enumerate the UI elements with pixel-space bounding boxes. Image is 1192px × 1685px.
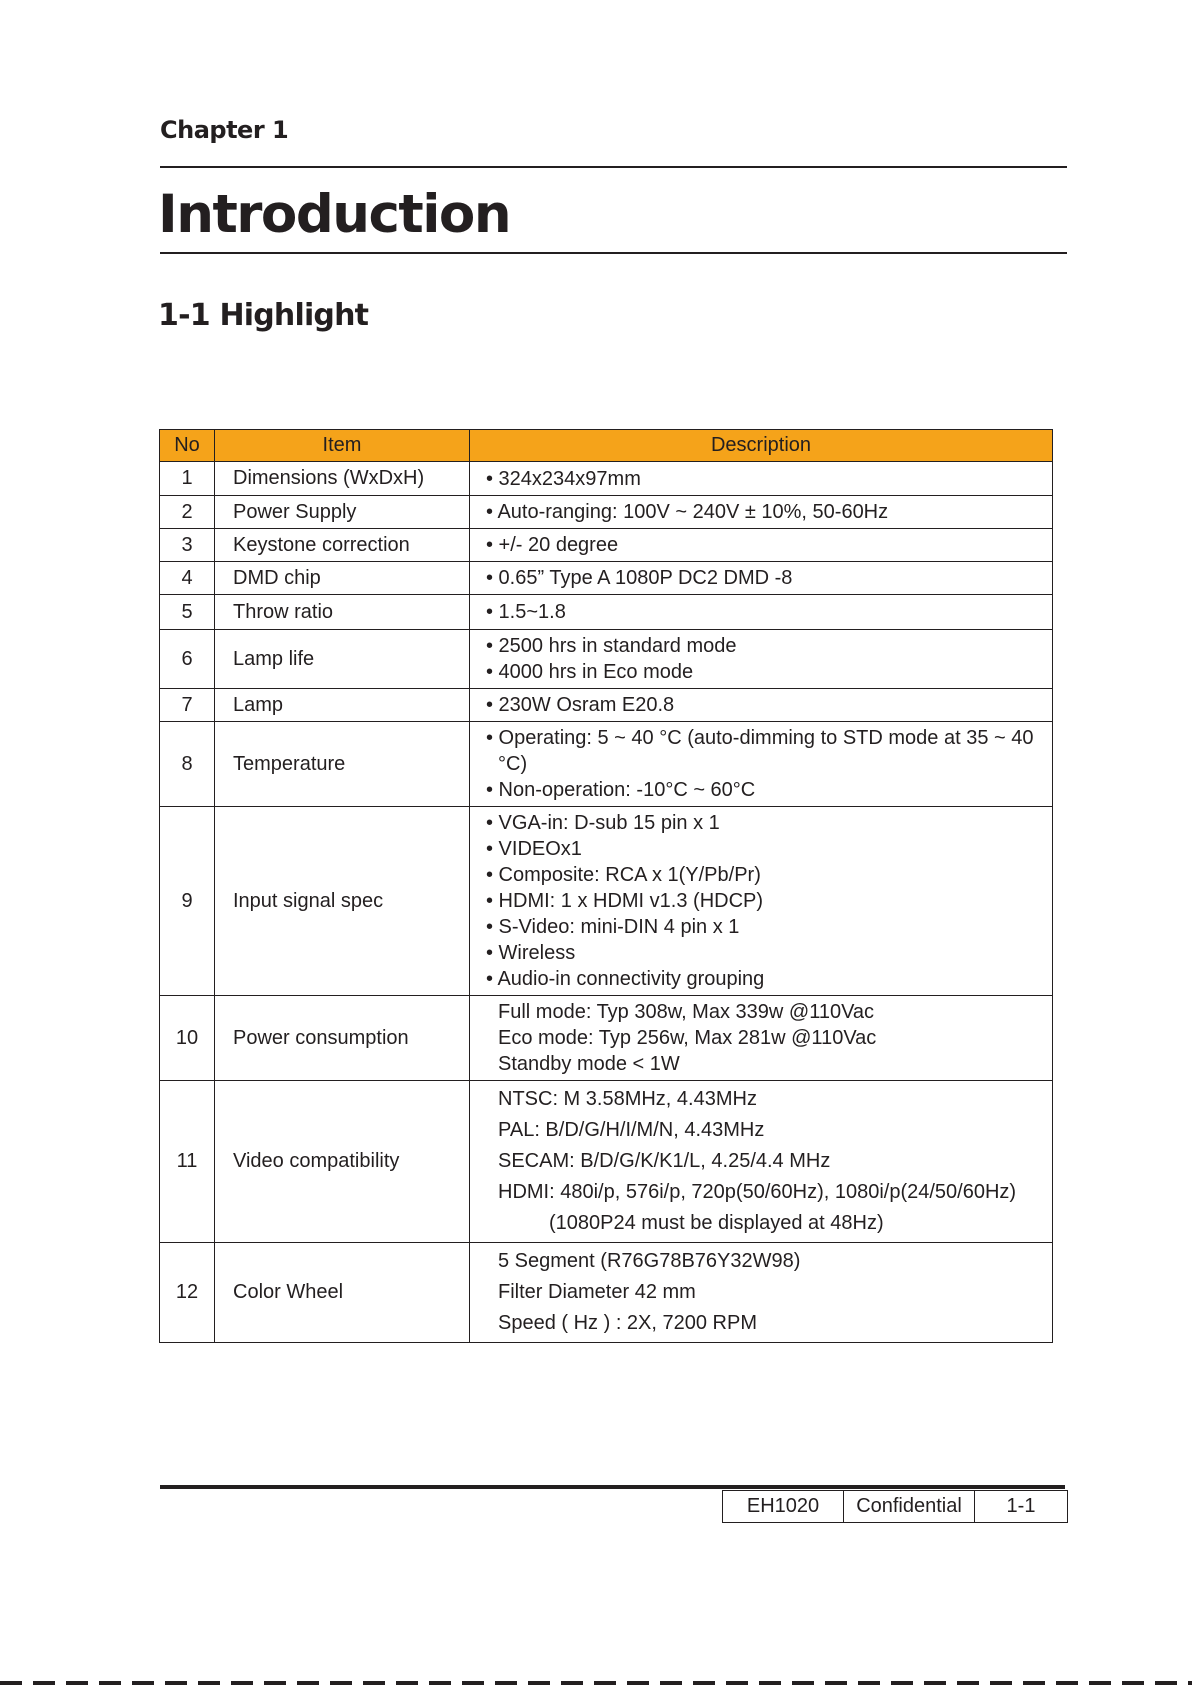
description-line: • 1.5~1.8 <box>486 601 566 623</box>
description-line: SECAM: B/D/G/K/K1/L, 4.25/4.4 MHz <box>498 1150 831 1172</box>
row-description <box>470 496 1053 529</box>
row-number: 6 <box>160 630 215 689</box>
row-description <box>470 1243 1053 1343</box>
footer-page-number: 1-1 <box>975 1491 1068 1523</box>
description-line: NTSC: M 3.58MHz, 4.43MHz <box>498 1088 757 1110</box>
row-description <box>470 529 1053 562</box>
row-number: 4 <box>160 562 215 595</box>
row-item: Video compatibility <box>215 1081 470 1243</box>
description-line: (1080P24 must be displayed at 48Hz) <box>549 1212 884 1234</box>
table-row <box>160 529 1053 562</box>
row-item: Temperature <box>215 722 470 807</box>
row-description <box>470 630 1053 689</box>
row-description <box>470 562 1053 595</box>
table-row <box>160 496 1053 529</box>
description-line: • 4000 hrs in Eco mode <box>486 661 694 683</box>
table-row <box>160 689 1053 722</box>
top-rule <box>160 166 1067 168</box>
row-item: Input signal spec <box>215 807 470 996</box>
row-item: Lamp life <box>215 630 470 689</box>
table-row <box>160 1243 1053 1343</box>
description-line: • Auto-ranging: 100V ~ 240V ± 10%, 50-60Hz <box>486 501 889 523</box>
description-line: Standby mode < 1W <box>498 1053 680 1075</box>
description-line: • Operating: 5 ~ 40 °C (auto-dimming to STD mode at 35 ~ 40 °C) <box>486 727 1034 775</box>
section-heading: 1-1 Highlight <box>158 298 369 333</box>
table-row <box>160 562 1053 595</box>
row-item: Throw ratio <box>215 595 470 630</box>
row-item: DMD chip <box>215 562 470 595</box>
row-number: 9 <box>160 807 215 996</box>
description-line: Filter Diameter 42 mm <box>498 1281 696 1303</box>
header-item: Item <box>215 430 470 462</box>
row-item: Color Wheel <box>215 1243 470 1343</box>
row-item: Keystone correction <box>215 529 470 562</box>
footer-confidential: Confidential <box>844 1491 975 1523</box>
description-line: 5 Segment (R76G78B76Y32W98) <box>498 1250 801 1272</box>
row-number: 2 <box>160 496 215 529</box>
description-line: • 324x234x97mm <box>486 467 641 490</box>
row-description <box>470 595 1053 630</box>
row-item: Lamp <box>215 689 470 722</box>
row-description <box>470 462 1053 496</box>
row-number: 8 <box>160 722 215 807</box>
row-number: 1 <box>160 462 215 496</box>
table-row <box>160 462 1053 496</box>
description-line: Speed ( Hz ) : 2X, 7200 RPM <box>498 1312 758 1334</box>
row-number: 5 <box>160 595 215 630</box>
row-description <box>470 807 1053 996</box>
row-description <box>470 996 1053 1081</box>
footer-model: EH1020 <box>723 1491 844 1523</box>
table-row <box>160 996 1053 1081</box>
table-header-row <box>160 430 1053 462</box>
row-number: 12 <box>160 1243 215 1343</box>
description-line: HDMI: 480i/p, 576i/p, 720p(50/60Hz), 1080i/p(24/50/60Hz) <box>498 1181 1017 1203</box>
description-line: • 2500 hrs in standard mode <box>486 635 737 657</box>
row-description <box>470 722 1053 807</box>
row-number: 11 <box>160 1081 215 1243</box>
table-row <box>160 807 1053 996</box>
table-row <box>160 630 1053 689</box>
description-line: • Audio-in connectivity grouping <box>486 968 765 990</box>
page-title: Introduction <box>158 184 511 245</box>
bottom-dashed-edge <box>0 1681 1192 1685</box>
footer-box <box>722 1490 1068 1523</box>
row-description <box>470 1081 1053 1243</box>
row-item: Power Supply <box>215 496 470 529</box>
description-line: • +/- 20 degree <box>486 534 619 556</box>
table-row <box>160 722 1053 807</box>
row-item: Power consumption <box>215 996 470 1081</box>
description-line: Full mode: Typ 308w, Max 339w @110Vac <box>498 1001 875 1023</box>
row-number: 10 <box>160 996 215 1081</box>
row-number: 3 <box>160 529 215 562</box>
spec-table <box>159 429 1053 1343</box>
description-line: • VIDEOx1 <box>486 838 582 860</box>
description-line: • VGA-in: D-sub 15 pin x 1 <box>486 812 720 834</box>
description-line: • HDMI: 1 x HDMI v1.3 (HDCP) <box>486 890 764 912</box>
header-no: No <box>160 430 215 462</box>
header-description: Description <box>470 430 1053 462</box>
table-row <box>160 1081 1053 1243</box>
description-line: • 230W Osram E20.8 <box>486 694 675 716</box>
row-number: 7 <box>160 689 215 722</box>
description-line: • Wireless <box>486 942 576 964</box>
description-line: PAL: B/D/G/H/I/M/N, 4.43MHz <box>498 1119 765 1141</box>
footer-rule <box>160 1485 1065 1489</box>
description-line: • S-Video: mini-DIN 4 pin x 1 <box>486 916 740 938</box>
chapter-label: Chapter 1 <box>160 116 289 144</box>
title-rule <box>160 252 1067 254</box>
row-item: Dimensions (WxDxH) <box>215 462 470 496</box>
description-line: • Composite: RCA x 1(Y/Pb/Pr) <box>486 864 761 886</box>
description-line: • 0.65” Type A 1080P DC2 DMD -8 <box>486 567 793 589</box>
description-line: Eco mode: Typ 256w, Max 281w @110Vac <box>498 1027 877 1049</box>
description-line: • Non-operation: -10°C ~ 60°C <box>486 779 756 801</box>
row-description <box>470 689 1053 722</box>
table-row <box>160 595 1053 630</box>
